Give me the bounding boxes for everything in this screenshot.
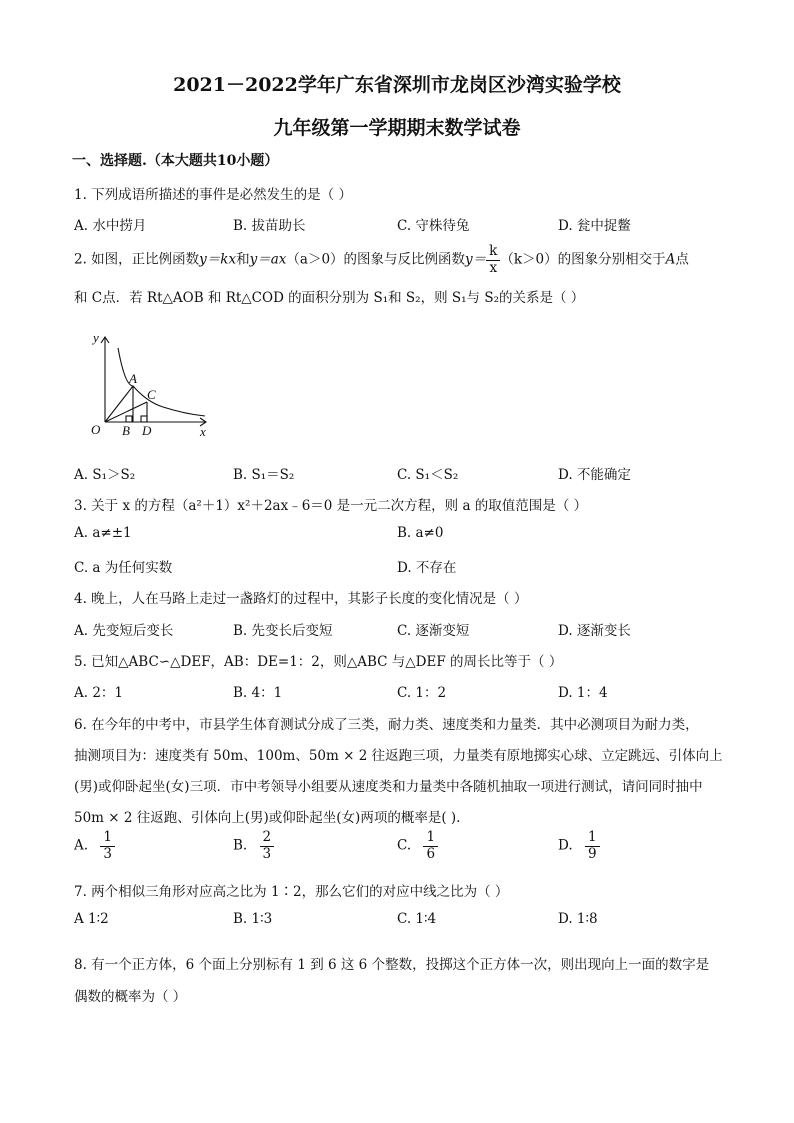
q2-figure [85,328,220,440]
question-4-option-c: C. 逐渐变短 [397,623,470,639]
question-5-option-a: A. 2：1 [74,685,124,701]
q2-text-g: （k＞0）的图象分别相交于 [500,251,666,268]
q2-text-a: 2. 如图，正比例函数 [74,251,200,268]
question-2-option-a: A. S₁＞S₂ [74,467,136,483]
exam-title-line1: 2021－2022学年广东省深圳市龙岗区沙湾实验学校 [173,74,621,96]
question-3-option-a: A. a≠±1 [74,525,132,541]
question-2-option-c: C. S₁＜S₂ [397,467,459,483]
question-6-line4: 50m × 2 往返跑、引体向上(男)或仰卧起坐(女)两项的概率是( ). [74,810,461,826]
q2-text-h: A [665,251,676,268]
question-4-option-d: D. 逐渐变长 [558,623,631,639]
fig-label-x: x [200,424,206,439]
q2-text-c: 和 [236,251,250,268]
question-1-option-c: C. 守株待兔 [397,218,470,234]
question-1-option-d: D. 瓮中捉鳖 [558,218,631,234]
question-5-option-b: B. 4：1 [233,685,283,701]
question-6-option-b: B. $\frac{2}{3}$ [233,830,274,862]
question-2-option-b: B. S₁＝S₂ [233,467,295,483]
fig-label-a: A [129,371,137,386]
question-8-line2: 偶数的概率为（ ） [74,989,187,1005]
fig-label-d: D [142,423,152,438]
question-4-option-b: B. 先变长后变短 [233,623,333,639]
question-7-stem: 7. 两个相似三角形对应高之比为 1∶2，那么它们的对应中线之比为（ ） [74,884,509,900]
question-7-option-c: C. 1∶4 [397,911,437,927]
question-6-line3: (男)或仰卧起坐(女)三项．市中考领导小组要从速度类和力量类中各随机抽取一项进行测试，请问同时抽中 [74,779,703,795]
question-3-option-d: D. 不存在 [397,560,457,576]
question-3-stem: 3. 关于 x 的方程（a²＋1）x²＋2ax﹣6＝0 是一元二次方程，则 a 的取值范围是（ ） [74,498,588,514]
fig-label-o: O [91,422,101,437]
fig-label-c: C [147,387,156,402]
question-7-option-b: B. 1∶3 [233,911,273,927]
question-8-line1: 8. 有一个正方体，6 个面上分别标有 1 到 6 这 6 个整数，投掷这个正方体一次，则出现向上一面的数字是 [74,957,710,973]
question-1-stem: 1. 下列成语所描述的事件是必然发生的是（ ） [74,187,352,203]
question-2-option-d: D. 不能确定 [558,467,631,483]
q2-text-e: （a＞0）的图象与反比例函数 [286,251,466,268]
exam-title-line2: 九年级第一学期期末数学试卷 [273,117,521,139]
question-6-option-c: C. $\frac{1}{6}$ [397,830,438,862]
question-5-option-d: D. 1：4 [558,685,608,701]
section-heading: 一、选择题.（本大题共10小题） [72,153,279,169]
question-7-option-a: A 1∶2 [74,911,109,927]
question-1-option-b: B. 拔苗助长 [233,218,306,234]
question-4-stem: 4. 晚上，人在马路上走过一盏路灯的过程中，其影子长度的变化情况是（ ） [74,591,528,607]
question-3-option-c: C. a 为任何实数 [74,560,173,576]
question-4-option-a: A. 先变短后变长 [74,623,174,639]
question-5-stem: 5. 已知△ABC∽△DEF，AB：DE=1：2，则△ABC 与△DEF 的周长比等于（ ） [74,654,563,670]
question-7-option-d: D. 1∶8 [558,911,598,927]
q2-fraction: $\frac{k}{x}$ [486,244,500,276]
question-3-option-b: B. a≠0 [397,525,444,541]
question-5-option-c: C. 1：2 [397,685,447,701]
question-2-line2: 和 C点．若 Rt△AOB 和 Rt△COD 的面积分别为 S₁和 S₂，则 S₁与 S₂的关系是（ ） [74,290,585,306]
question-6-option-d: D. $\frac{1}{9}$ [558,830,600,862]
fig-label-b: B [122,423,130,438]
q2-text-b: y＝kx [199,251,237,268]
q2-text-f: y＝ [465,251,487,268]
question-6-option-a: A. $\frac{1}{3}$ [74,830,115,862]
question-1-option-a: A. 水中捞月 [74,218,147,234]
q2-text-d: y＝ax [249,251,287,268]
q2-text-i: 点 [675,251,689,268]
question-2-line1 [74,244,689,276]
question-6-line1: 6. 在今年的中考中，市县学生体育测试分成了三类，耐力类、速度类和力量类．其中必测项目为耐力类， [74,717,699,733]
fig-label-y: y [93,330,99,345]
question-6-line2: 抽测项目为：速度类有 50m、100m、50m × 2 往返跑三项，力量类有原地掷实心球、立定跳远、引体向上 [74,748,723,764]
